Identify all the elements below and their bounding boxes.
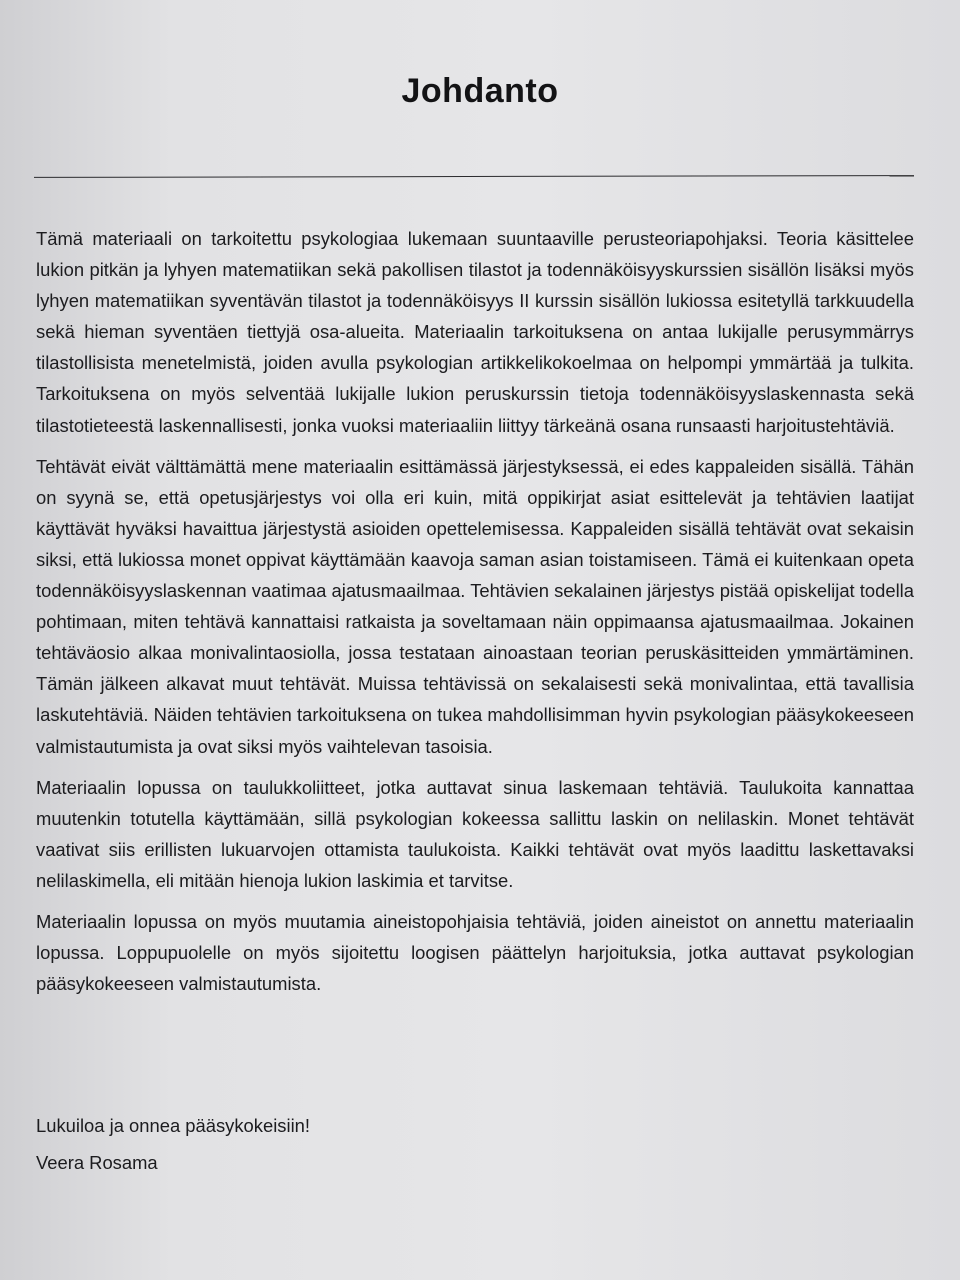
- paragraph-2: Tehtävät eivät välttämättä mene materiaalin esittämässä järjestyksessä, ei edes kappaleiden sisällä. Tähän on syynä se, että opetusjärjestys voi olla eri kuin, mitä oppikirjat asiat esittelevät ja tehtävien laatijat käyttävät hyväksi havaittua järjestystä asioiden opettelemisessa. Kappaleiden sisällä tehtävät ovat sekaisin siksi, että lukiossa monet oppivat käyttämään kaavoja saman asian toistamiseen. Tämä ei kuitenkaan opeta todennäköisyyslaskennan vaatimaa ajatusmaailmaa. Tehtävien sekalainen järjestys pistää opiskelijat todella pohtimaan, miten tehtävä kannattaisi ratkaista ja soveltamaan näin oppimaansa ajatusmaailmaa. Jokainen tehtäväosio alkaa monivalintaosiolla, jossa testataan ainoastaan teorian peruskäsitteiden ymmärtäminen. Tämän jälkeen alkavat muut tehtävät. Muissa tehtävissä on sekalaisesti sekä monivalintaa, että tavallisia laskutehtäviä. Näiden tehtävien tarkoituksena on tukea mahdollisimman hyvin psykologian pääsykokeeseen valmistautumista ja ovat siksi myös vaihtelevan tasoisia.: [36, 455, 914, 757]
- closing-greeting: Lukuiloa ja onnea pääsykokeisiin!: [36, 1115, 311, 1136]
- author-signature: Veera Rosama: [36, 1152, 158, 1173]
- page-title: Johdanto: [401, 72, 559, 110]
- paragraph-1: Tämä materiaali on tarkoitettu psykologiaa lukemaan suuntaaville perusteoriapohjaksi. Teoria käsittelee lukion pitkän ja lyhyen matematiikan sekä pakollisen tilastot ja todennäköisyyskurssien sisällön lisäksi myös lyhyen matematiikan syventävän tilastot ja todennäköisyys II kurssin sisällön lukiossa esitetyllä tarkkuudella sekä hieman syventäen tiettyjä osa-alueita. Materiaalin tarkoituksena on antaa lukijalle perusymmärrys tilastollisista menetelmistä, joiden avulla psykologian artikkelikokoelmaa on helpompi ymmärtää ja tulkita. Tarkoituksena on myös selventää lukijalle lukion peruskurssin tietoja todennäköisyyslaskennasta sekä tilastotieteestä laskennallisesti, jonka vuoksi materiaaliin liittyy tärkeänä osana runsaasti harjoitustehtäviä.: [36, 228, 914, 436]
- body-text: [36, 223, 914, 1009]
- paragraph-3: Materiaalin lopussa on taulukkoliitteet, jotka auttavat sinua laskemaan tehtäviä. Taulukoita kannattaa muutenkin totutella käyttämään, sillä psykologian kokeessa sallittu laskin on nelilaskin. Monet tehtävät vaativat siis erillisten lukuarvojen ottamista taulukoista. Kaikki tehtävät ovat myös laadittu laskettavaksi nelilaskimella, eli mitään hienoja lukion laskimia et tarvitse.: [36, 776, 914, 891]
- paragraph-4: Materiaalin lopussa on myös muutamia aineistopohjaisia tehtäviä, joiden aineistot on annettu materiaalin lopussa. Loppupuolelle on myös sijoitettu loogisen päättelyn harjoituksia, jotka auttavat psykologian pääsykokeeseen valmistautumista.: [36, 910, 914, 995]
- closing-block: [36, 1107, 310, 1181]
- title-divider: [34, 175, 914, 178]
